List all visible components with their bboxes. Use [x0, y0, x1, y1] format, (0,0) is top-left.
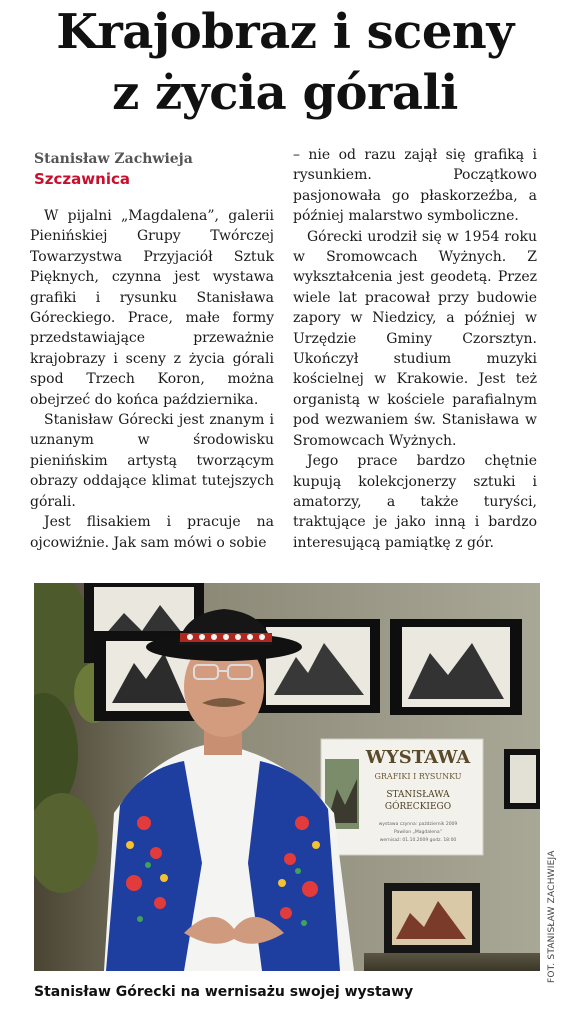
headline-line-2: z życia górali: [112, 65, 458, 121]
paragraph: Jest flisakiem i pracuje na ojcowiźnie. Jak sam mówi o sobie: [30, 514, 274, 551]
poster-small-line-1: wystawa czynna: październik 2009: [378, 822, 458, 827]
headline-line-1: Krajobraz i sceny: [56, 4, 514, 60]
photo-illustration: [34, 583, 540, 971]
article-column-1: [30, 206, 274, 553]
poster-small-line-3: wernisaż: 01.10.2009 godz. 18:00: [379, 838, 457, 843]
poster-subtitle: GRAFIKI I RYSUNKU: [374, 772, 462, 781]
photo-credit: FOT. STANISŁAW ZACHWIEJA: [547, 850, 557, 983]
poster-name-line-2: GÓRECKIEGO: [384, 802, 452, 812]
location-label: Szczawnica: [34, 170, 130, 188]
paragraph: W pijalni „Magdalena”, galerii Pienińskiej Grupy Twórczej Towarzystwa Przyjaciół Sztuk Pięknych, czynna jest wystawa grafiki i rysunku Stanisława Góreckiego. Prace, małe formy przedstawiające przeważnie krajobrazy i sceny z życia górali spod Trzech Koron, można obejrzeć do końca października.: [30, 208, 274, 408]
poster-name-line-1: STANISŁAWA: [386, 790, 450, 800]
poster-title: WYSTAWA: [365, 747, 471, 768]
framed-artwork: [504, 749, 540, 809]
byline: [34, 150, 274, 189]
framed-artwork: [384, 883, 480, 953]
framed-artwork: [390, 619, 522, 715]
poster-small-line-2: Pawilon „Magdalena”: [394, 830, 442, 835]
author-name: Stanisław Zachwieja: [34, 151, 193, 167]
article-column-2: [293, 145, 537, 553]
paragraph: Górecki urodził się w 1954 roku w Sromowcach Wyżnych. Z wykształcenia jest geodetą. Przez wiele lat pracował przy budowie zapory w Niedzicy, a później w Urzędzie Gminy Czorsztyn. Ukończył studium muzyki kościelnej w Krakowie. Jest też organistą w kościele parafialnym pod wezwaniem św. Stanisława w Sromowcach Wyżnych.: [293, 228, 537, 449]
article-photo: [34, 583, 540, 971]
paragraph: – nie od razu zajął się grafiką i rysunkiem. Początkowo pasjonowała go płaskorzeźba, a później malarstwo symboliczne.: [293, 147, 537, 225]
photo-caption: Stanisław Górecki na wernisażu swojej wystawy: [34, 984, 414, 1000]
framed-artwork: [256, 619, 380, 713]
paragraph: Jego prace bardzo chętnie kupują kolekcjonerzy sztuki i amatorzy, a także turyści, traktujące je jako inną i bardzo interesującą pamiątkę z gór.: [293, 453, 537, 551]
paragraph: Stanisław Górecki jest znanym i uznanym w środowisku pienińskim artystą tworzącym obrazy oddające klimat tutejszych górali.: [30, 412, 274, 510]
headline: [0, 2, 570, 124]
exhibition-poster: [321, 739, 483, 855]
